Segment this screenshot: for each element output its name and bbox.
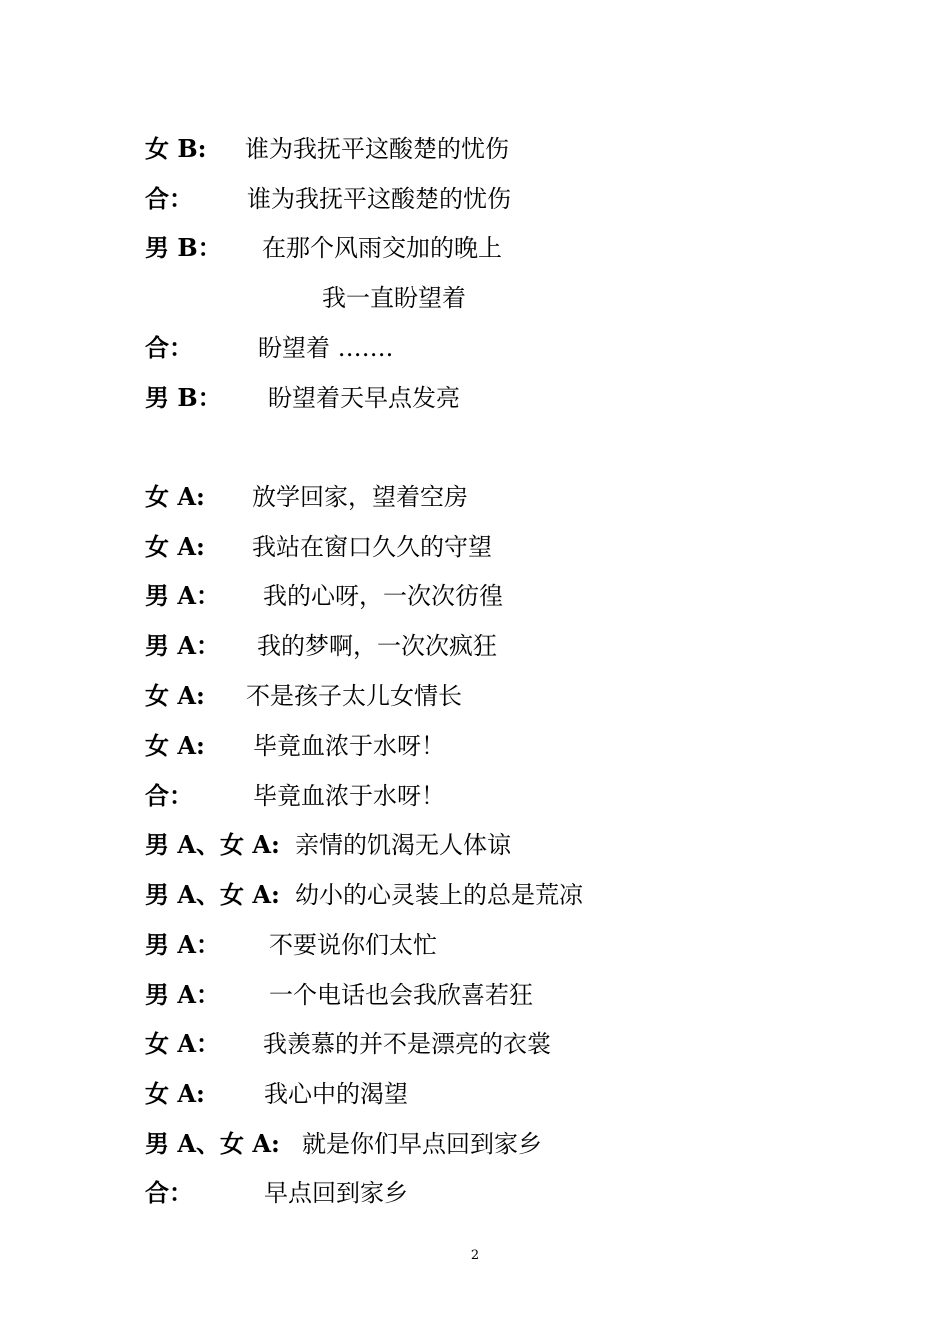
line-text: 毕竟血浓于水呀！: [253, 732, 445, 760]
line-text: 我的梦啊，一次次疯狂: [257, 632, 497, 660]
speaker-label: 女 B:: [145, 134, 207, 163]
line-text: 在那个风雨交加的晚上: [262, 234, 502, 262]
speaker-label: 男 A、女 A:: [145, 830, 280, 859]
speaker-label: 女 A:: [145, 482, 205, 511]
speaker-label: 男 B：: [145, 233, 222, 262]
line-text: 盼望着 …….: [258, 334, 394, 362]
speaker-label: 男 A、女 A:: [145, 880, 280, 909]
line-text: 谁为我抚平这酸楚的忧伤: [247, 185, 511, 213]
speaker-label: 男 A：: [145, 581, 220, 610]
speaker-label: 女 A:: [145, 731, 205, 760]
line-text: 放学回家，望着空房: [252, 483, 468, 511]
speaker-label: 女 A:: [145, 532, 205, 561]
line-text: 早点回到家乡: [264, 1179, 408, 1207]
line-text: 我站在窗口久久的守望: [252, 533, 492, 561]
speaker-label: 合：: [145, 184, 193, 213]
speaker-label: 男 A：: [145, 980, 220, 1009]
speaker-label: 男 B：: [145, 383, 222, 412]
line-text: 谁为我抚平这酸楚的忧伤: [245, 135, 509, 163]
line-text: 我羡慕的并不是漂亮的衣裳: [263, 1030, 551, 1058]
line-text: 我一直盼望着: [322, 284, 466, 312]
speaker-label: 女 A:: [145, 1079, 205, 1108]
line-text: 就是你们早点回到家乡: [302, 1130, 542, 1158]
speaker-label: 男 A：: [145, 631, 220, 660]
speaker-label: 男 A、女 A:: [145, 1129, 280, 1158]
line-text: 不要说你们太忙: [269, 931, 437, 959]
speaker-label: 合：: [145, 1178, 193, 1207]
speaker-label: 合：: [145, 333, 193, 362]
speaker-label: 男 A：: [145, 930, 220, 959]
line-text: 亲情的饥渴无人体谅: [295, 831, 511, 859]
speaker-label: 合：: [145, 781, 193, 810]
line-text: 毕竟血浓于水呀！: [253, 782, 445, 810]
line-text: 一个电话也会我欣喜若狂: [269, 981, 533, 1009]
line-text: 不是孩子太儿女情长: [246, 682, 462, 710]
line-text: 盼望着天早点发亮: [268, 384, 460, 412]
page-number: 2: [470, 1248, 480, 1263]
line-text: 我的心呀，一次次彷徨: [263, 582, 503, 610]
line-text: 幼小的心灵装上的总是荒凉: [295, 881, 583, 909]
speaker-label: 女 A：: [145, 1029, 220, 1058]
speaker-label: 女 A:: [145, 681, 205, 710]
line-text: 我心中的渴望: [264, 1080, 408, 1108]
